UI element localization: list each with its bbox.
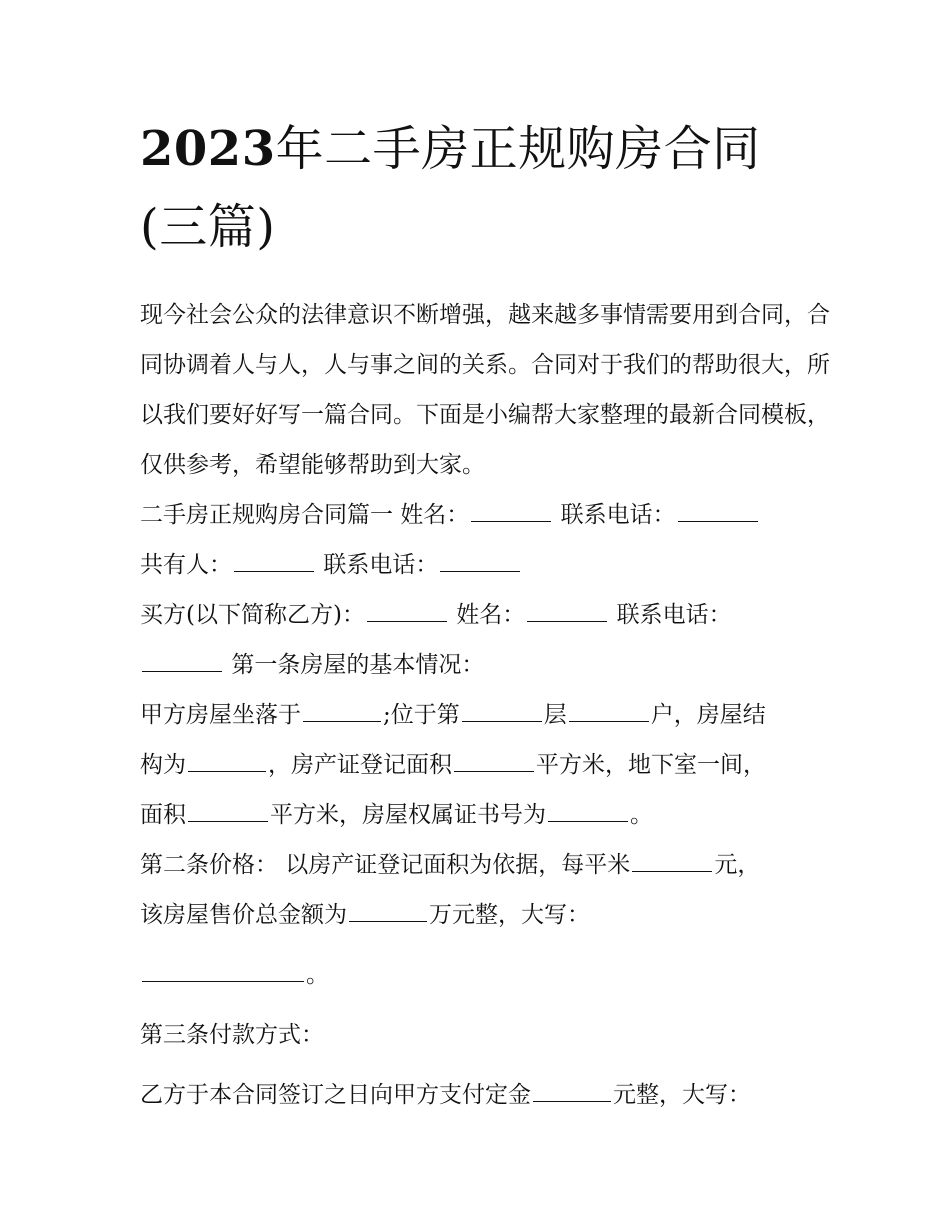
contract-line-3 [140, 590, 830, 640]
total-end: 。 [306, 962, 329, 988]
total-price-blank[interactable] [349, 901, 427, 922]
buyer-blank[interactable] [367, 601, 447, 622]
area-end: 。 [630, 802, 653, 828]
buyer-name-label: 姓名： [456, 602, 526, 628]
room-unit: 户，房屋结 [650, 702, 766, 728]
contract-line-12 [140, 1070, 830, 1120]
title-year: 2023 [140, 121, 276, 177]
total-price-label: 该房屋售价总金额为 [140, 902, 347, 928]
unit-price-blank[interactable] [632, 851, 712, 872]
contract-line-1 [140, 490, 830, 540]
location-blank[interactable] [303, 701, 381, 722]
deposit-suffix: 元整，大写： [613, 1082, 751, 1108]
basement-text: 平方米，地下室一间， [536, 752, 766, 778]
contract-line-8 [140, 840, 830, 890]
structure-blank[interactable] [188, 751, 266, 772]
article2-label: 第二条价格： 以房产证登记面积为依据，每平米 [140, 852, 631, 878]
floor-unit: 层 [543, 702, 567, 728]
contract-line-7 [140, 790, 830, 840]
contract-line-4 [140, 640, 830, 690]
coowner-phone-label: 联系电话： [323, 552, 439, 578]
area-label: 面积 [140, 802, 186, 828]
seller-phone-blank[interactable] [678, 501, 758, 522]
deposit-blank[interactable] [533, 1081, 611, 1102]
basement-area-blank[interactable] [188, 801, 268, 822]
floor-label: ;位于第 [383, 702, 460, 728]
location-label: 甲方房屋坐落于 [140, 702, 301, 728]
article3-heading: 第三条付款方式： [140, 1022, 324, 1048]
coowner-label: 共有人： [140, 552, 232, 578]
title-subtitle: (三篇) [140, 199, 276, 255]
seller-name-blank[interactable] [471, 501, 551, 522]
structure-label: 构为 [140, 752, 186, 778]
contract-line-9 [140, 890, 830, 940]
registered-area-blank[interactable] [454, 751, 534, 772]
buyer-name-blank[interactable] [527, 601, 607, 622]
buyer-phone-label: 联系电话： [616, 602, 732, 628]
document-page [140, 110, 830, 1120]
document-title [140, 110, 830, 266]
deposit-label: 乙方于本合同签订之日向甲方支付定金 [140, 1082, 531, 1108]
certificate-blank[interactable] [548, 801, 628, 822]
certificate-label: 平方米，房屋权属证书号为 [270, 802, 546, 828]
contract-line-10 [140, 950, 830, 1000]
article1-heading: 第一条房屋的基本情况： [231, 652, 485, 678]
contract-line-6 [140, 740, 830, 790]
coowner-phone-blank[interactable] [440, 551, 520, 572]
buyer-label: 买方(以下简称乙方)： [140, 602, 365, 628]
intro-paragraph: 现今社会公众的法律意识不断增强，越来越多事情需要用到合同，合同协调着人与人，人与事之间的关系。合同对于我们的帮助很大，所以我们要好好写一篇合同。下面是小编帮大家整理的最新合同模板，仅供参考，希望能够帮助到大家。 [140, 302, 830, 478]
contract-line-11 [140, 1010, 830, 1060]
coowner-blank[interactable] [234, 551, 314, 572]
total-price-words-blank[interactable] [142, 961, 304, 982]
registered-area-label: ，房产证登记面积 [268, 752, 452, 778]
buyer-phone-blank[interactable] [142, 651, 222, 672]
contract-heading: 二手房正规购房合同篇一 姓名： [140, 502, 470, 528]
unit-price-unit: 元， [714, 852, 761, 878]
room-blank[interactable] [569, 701, 649, 722]
contract-line-2 [140, 540, 830, 590]
phone-label: 联系电话： [560, 502, 676, 528]
floor-blank[interactable] [462, 701, 542, 722]
contract-line-5 [140, 690, 830, 740]
title-text: 年二手房正规购房合同 [275, 121, 761, 177]
total-price-suffix: 万元整，大写： [429, 902, 590, 928]
